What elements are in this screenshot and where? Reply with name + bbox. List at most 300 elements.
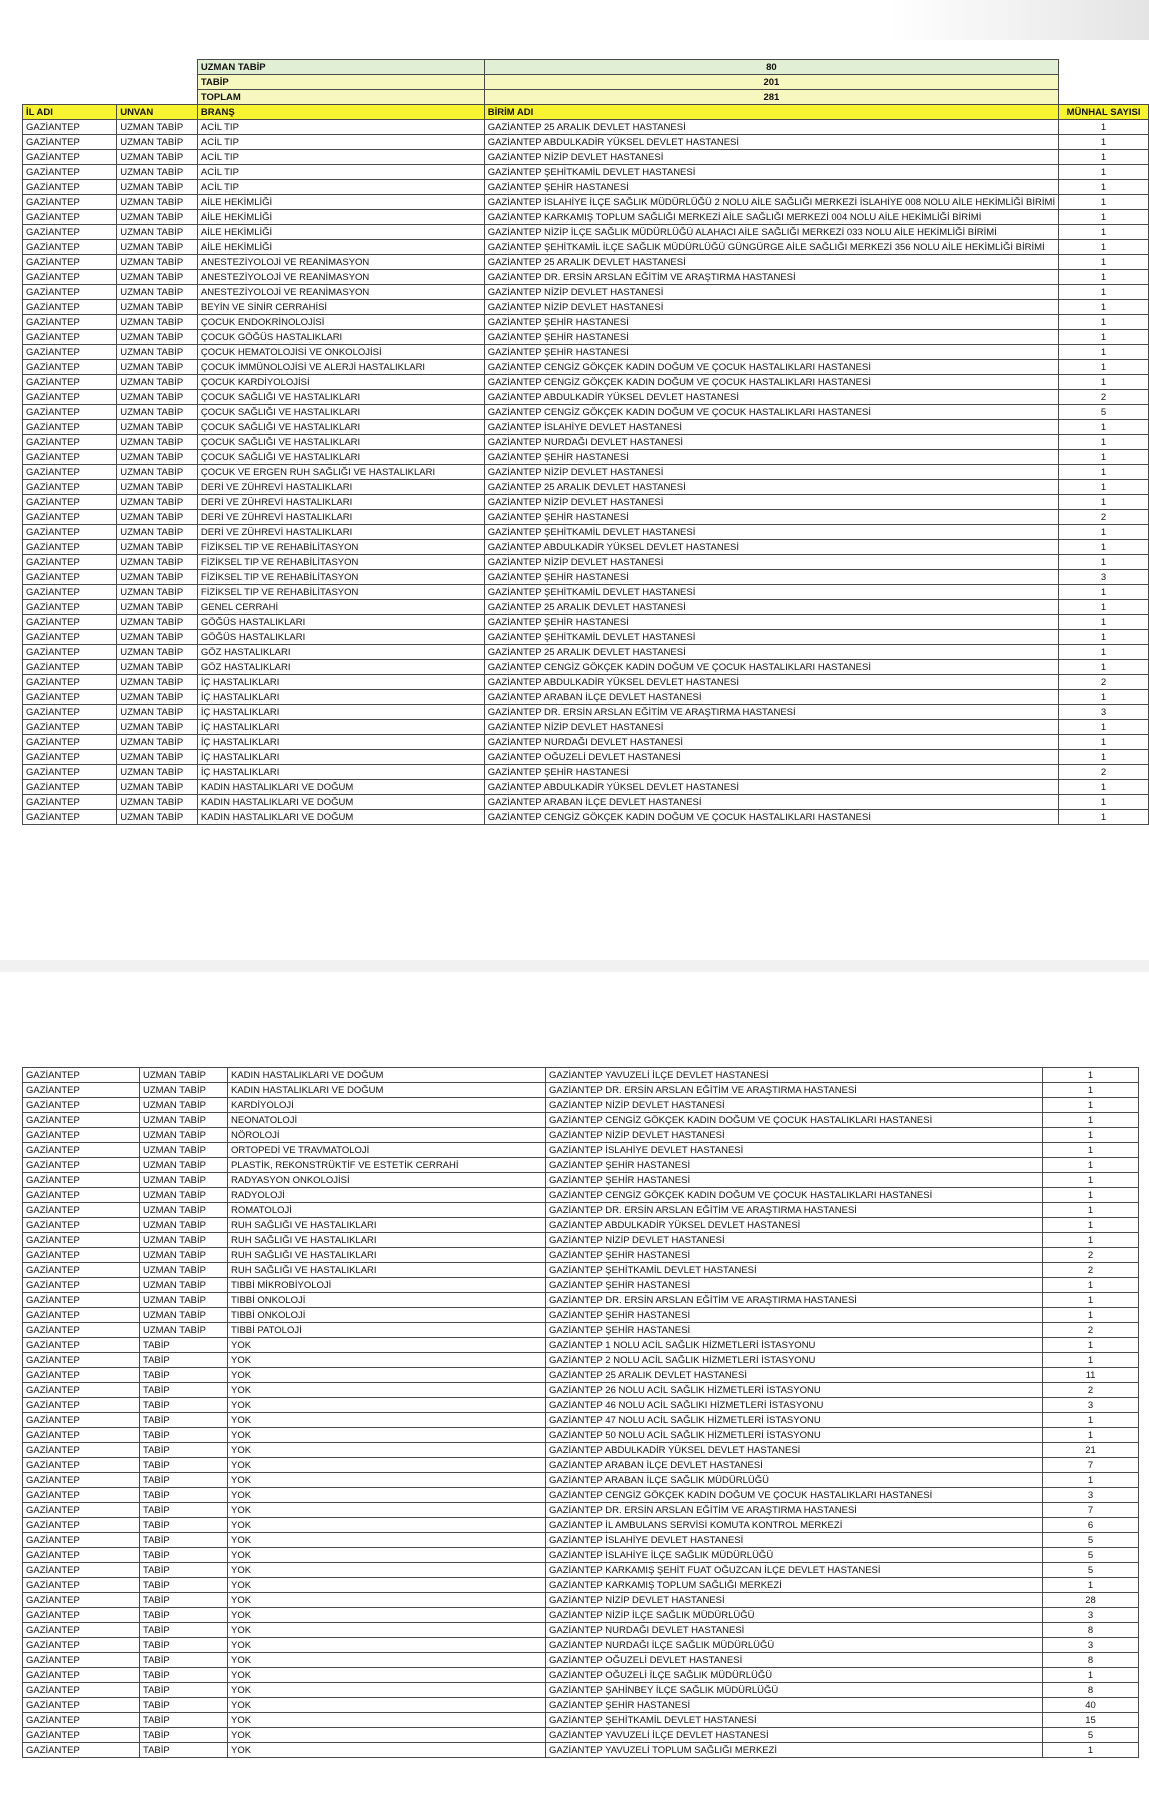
cell-brans: YOK bbox=[228, 1428, 546, 1443]
cell-unvan: UZMAN TABİP bbox=[117, 405, 198, 420]
cell-unvan: UZMAN TABİP bbox=[117, 735, 198, 750]
cell-unvan: UZMAN TABİP bbox=[140, 1068, 228, 1083]
summary-row bbox=[23, 75, 1149, 90]
cell-munhal-sayisi: 6 bbox=[1043, 1518, 1139, 1533]
cell-unvan: TABİP bbox=[140, 1548, 228, 1563]
summary-spacer bbox=[1059, 75, 1149, 90]
cell-il-adi: GAZİANTEP bbox=[23, 615, 117, 630]
cell-munhal-sayisi: 1 bbox=[1043, 1173, 1139, 1188]
cell-brans: ACİL TIP bbox=[197, 165, 484, 180]
cell-brans: RUH SAĞLIĞI VE HASTALIKLARI bbox=[228, 1233, 546, 1248]
cell-munhal-sayisi: 1 bbox=[1059, 300, 1149, 315]
cell-brans: GÖZ HASTALIKLARI bbox=[197, 660, 484, 675]
cell-unvan: UZMAN TABİP bbox=[117, 330, 198, 345]
cell-birim-adi: GAZİANTEP ABDULKADİR YÜKSEL DEVLET HASTANESİ bbox=[484, 540, 1058, 555]
summary-value: 281 bbox=[484, 90, 1058, 105]
cell-birim-adi: GAZİANTEP ARABAN İLÇE SAĞLIK MÜDÜRLÜĞÜ bbox=[546, 1473, 1043, 1488]
cell-brans: ANESTEZİYOLOJİ VE REANİMASYON bbox=[197, 270, 484, 285]
cell-birim-adi: GAZİANTEP 25 ARALIK DEVLET HASTANESİ bbox=[484, 120, 1058, 135]
cell-munhal-sayisi: 1 bbox=[1043, 1158, 1139, 1173]
cell-brans: KADIN HASTALIKLARI VE DOĞUM bbox=[197, 780, 484, 795]
cell-munhal-sayisi: 1 bbox=[1059, 660, 1149, 675]
table-header bbox=[23, 105, 1149, 120]
cell-birim-adi: GAZİANTEP ŞEHİR HASTANESİ bbox=[546, 1278, 1043, 1293]
cell-birim-adi: GAZİANTEP ARABAN İLÇE DEVLET HASTANESİ bbox=[484, 690, 1058, 705]
cell-munhal-sayisi: 1 bbox=[1059, 450, 1149, 465]
cell-munhal-sayisi: 1 bbox=[1043, 1413, 1139, 1428]
cell-munhal-sayisi: 40 bbox=[1043, 1698, 1139, 1713]
table-row bbox=[23, 690, 1149, 705]
cell-birim-adi: GAZİANTEP DR. ERSİN ARSLAN EĞİTİM VE ARAŞTIRMA HASTANESİ bbox=[546, 1203, 1043, 1218]
cell-munhal-sayisi: 1 bbox=[1059, 690, 1149, 705]
table-row bbox=[23, 1533, 1139, 1548]
cell-munhal-sayisi: 3 bbox=[1059, 705, 1149, 720]
cell-birim-adi: GAZİANTEP YAVUZELİ TOPLUM SAĞLIĞI MERKEZİ bbox=[546, 1743, 1043, 1758]
summary-spacer bbox=[23, 60, 117, 75]
table-row bbox=[23, 1428, 1139, 1443]
cell-munhal-sayisi: 1 bbox=[1043, 1098, 1139, 1113]
cell-birim-adi: GAZİANTEP DR. ERSİN ARSLAN EĞİTİM VE ARAŞTIRMA HASTANESİ bbox=[484, 270, 1058, 285]
cell-birim-adi: GAZİANTEP NİZİP İLÇE SAĞLIK MÜDÜRLÜĞÜ bbox=[546, 1608, 1043, 1623]
table-row bbox=[23, 555, 1149, 570]
cell-birim-adi: GAZİANTEP ŞEHİR HASTANESİ bbox=[546, 1248, 1043, 1263]
cell-brans: KADIN HASTALIKLARI VE DOĞUM bbox=[228, 1068, 546, 1083]
cell-birim-adi: GAZİANTEP YAVUZELİ İLÇE DEVLET HASTANESİ bbox=[546, 1728, 1043, 1743]
cell-birim-adi: GAZİANTEP İSLAHİYE DEVLET HASTANESİ bbox=[546, 1533, 1043, 1548]
cell-il-adi: GAZİANTEP bbox=[23, 1383, 140, 1398]
table-row bbox=[23, 585, 1149, 600]
table-row bbox=[23, 1068, 1139, 1083]
cell-brans: YOK bbox=[228, 1548, 546, 1563]
cell-brans: YOK bbox=[228, 1383, 546, 1398]
cell-brans: İÇ HASTALIKLARI bbox=[197, 750, 484, 765]
cell-munhal-sayisi: 1 bbox=[1043, 1578, 1139, 1593]
cell-munhal-sayisi: 1 bbox=[1059, 525, 1149, 540]
cell-il-adi: GAZİANTEP bbox=[23, 1188, 140, 1203]
cell-brans: DERİ VE ZÜHREVİ HASTALIKLARI bbox=[197, 525, 484, 540]
cell-munhal-sayisi: 1 bbox=[1059, 135, 1149, 150]
cell-brans: YOK bbox=[228, 1533, 546, 1548]
vacancy-table-page-2 bbox=[22, 1067, 1139, 1758]
cell-munhal-sayisi: 5 bbox=[1059, 405, 1149, 420]
cell-unvan: TABİP bbox=[140, 1728, 228, 1743]
cell-il-adi: GAZİANTEP bbox=[23, 1413, 140, 1428]
cell-unvan: TABİP bbox=[140, 1563, 228, 1578]
cell-birim-adi: GAZİANTEP NURDAĞI DEVLET HASTANESİ bbox=[484, 735, 1058, 750]
cell-brans: ÇOCUK SAĞLIĞI VE HASTALIKLARI bbox=[197, 450, 484, 465]
cell-munhal-sayisi: 1 bbox=[1043, 1668, 1139, 1683]
cell-unvan: UZMAN TABİP bbox=[117, 255, 198, 270]
cell-munhal-sayisi: 1 bbox=[1043, 1128, 1139, 1143]
cell-unvan: UZMAN TABİP bbox=[140, 1308, 228, 1323]
cell-brans: ÇOCUK ENDOKRİNOLOJİSİ bbox=[197, 315, 484, 330]
cell-unvan: UZMAN TABİP bbox=[117, 120, 198, 135]
cell-birim-adi: GAZİANTEP ŞEHİR HASTANESİ bbox=[484, 315, 1058, 330]
table-row bbox=[23, 165, 1149, 180]
table-row bbox=[23, 1113, 1139, 1128]
cell-brans: YOK bbox=[228, 1578, 546, 1593]
cell-brans: YOK bbox=[228, 1443, 546, 1458]
cell-birim-adi: GAZİANTEP CENGİZ GÖKÇEK KADIN DOĞUM VE ÇOCUK HASTALIKLARI HASTANESİ bbox=[484, 360, 1058, 375]
cell-munhal-sayisi: 2 bbox=[1043, 1323, 1139, 1338]
table-row bbox=[23, 1308, 1139, 1323]
cell-brans: KADIN HASTALIKLARI VE DOĞUM bbox=[197, 810, 484, 825]
cell-birim-adi: GAZİANTEP KARKAMIŞ ŞEHİT FUAT OĞUZCAN İLÇE DEVLET HASTANESİ bbox=[546, 1563, 1043, 1578]
cell-munhal-sayisi: 1 bbox=[1059, 645, 1149, 660]
cell-il-adi: GAZİANTEP bbox=[23, 135, 117, 150]
cell-unvan: UZMAN TABİP bbox=[140, 1113, 228, 1128]
cell-unvan: UZMAN TABİP bbox=[140, 1098, 228, 1113]
cell-munhal-sayisi: 8 bbox=[1043, 1623, 1139, 1638]
cell-munhal-sayisi: 1 bbox=[1059, 540, 1149, 555]
cell-unvan: UZMAN TABİP bbox=[117, 240, 198, 255]
cell-birim-adi: GAZİANTEP 25 ARALIK DEVLET HASTANESİ bbox=[484, 645, 1058, 660]
table-row bbox=[23, 300, 1149, 315]
cell-birim-adi: GAZİANTEP NİZİP DEVLET HASTANESİ bbox=[484, 150, 1058, 165]
cell-il-adi: GAZİANTEP bbox=[23, 1368, 140, 1383]
cell-brans: FİZİKSEL TIP VE REHABİLİTASYON bbox=[197, 585, 484, 600]
cell-unvan: TABİP bbox=[140, 1473, 228, 1488]
cell-il-adi: GAZİANTEP bbox=[23, 300, 117, 315]
cell-brans: ACİL TIP bbox=[197, 180, 484, 195]
cell-munhal-sayisi: 1 bbox=[1059, 240, 1149, 255]
cell-birim-adi: GAZİANTEP ARABAN İLÇE DEVLET HASTANESİ bbox=[484, 795, 1058, 810]
cell-unvan: TABİP bbox=[140, 1683, 228, 1698]
cell-birim-adi: GAZİANTEP ŞEHİR HASTANESİ bbox=[546, 1173, 1043, 1188]
table-row bbox=[23, 360, 1149, 375]
cell-unvan: UZMAN TABİP bbox=[117, 285, 198, 300]
cell-brans: DERİ VE ZÜHREVİ HASTALIKLARI bbox=[197, 480, 484, 495]
cell-il-adi: GAZİANTEP bbox=[23, 1278, 140, 1293]
cell-il-adi: GAZİANTEP bbox=[23, 1503, 140, 1518]
cell-birim-adi: GAZİANTEP ŞEHİR HASTANESİ bbox=[484, 570, 1058, 585]
cell-unvan: UZMAN TABİP bbox=[140, 1128, 228, 1143]
table-row bbox=[23, 1353, 1139, 1368]
cell-birim-adi: GAZİANTEP ŞEHİR HASTANESİ bbox=[546, 1323, 1043, 1338]
cell-il-adi: GAZİANTEP bbox=[23, 450, 117, 465]
cell-brans: İÇ HASTALIKLARI bbox=[197, 705, 484, 720]
cell-unvan: TABİP bbox=[140, 1623, 228, 1638]
cell-brans: ÇOCUK SAĞLIĞI VE HASTALIKLARI bbox=[197, 420, 484, 435]
cell-munhal-sayisi: 1 bbox=[1059, 630, 1149, 645]
table-row bbox=[23, 1173, 1139, 1188]
cell-il-adi: GAZİANTEP bbox=[23, 1668, 140, 1683]
table-row bbox=[23, 1083, 1139, 1098]
cell-munhal-sayisi: 1 bbox=[1043, 1278, 1139, 1293]
cell-il-adi: GAZİANTEP bbox=[23, 1518, 140, 1533]
cell-brans: YOK bbox=[228, 1518, 546, 1533]
cell-unvan: UZMAN TABİP bbox=[140, 1218, 228, 1233]
cell-brans: NEONATOLOJİ bbox=[228, 1113, 546, 1128]
cell-munhal-sayisi: 2 bbox=[1059, 675, 1149, 690]
cell-birim-adi: GAZİANTEP CENGİZ GÖKÇEK KADIN DOĞUM VE ÇOCUK HASTALIKLARI HASTANESİ bbox=[546, 1113, 1043, 1128]
cell-birim-adi: GAZİANTEP NURDAĞI DEVLET HASTANESİ bbox=[546, 1623, 1043, 1638]
cell-munhal-sayisi: 1 bbox=[1059, 315, 1149, 330]
cell-birim-adi: GAZİANTEP ABDULKADİR YÜKSEL DEVLET HASTANESİ bbox=[484, 135, 1058, 150]
cell-brans: ORTOPEDİ VE TRAVMATOLOJİ bbox=[228, 1143, 546, 1158]
table-row bbox=[23, 270, 1149, 285]
cell-munhal-sayisi: 1 bbox=[1059, 600, 1149, 615]
cell-il-adi: GAZİANTEP bbox=[23, 810, 117, 825]
cell-birim-adi: GAZİANTEP NURDAĞI İLÇE SAĞLIK MÜDÜRLÜĞÜ bbox=[546, 1638, 1043, 1653]
cell-unvan: UZMAN TABİP bbox=[140, 1233, 228, 1248]
summary-spacer bbox=[23, 90, 117, 105]
table-row bbox=[23, 1383, 1139, 1398]
cell-brans: ÇOCUK GÖĞÜS HASTALIKLARI bbox=[197, 330, 484, 345]
cell-unvan: UZMAN TABİP bbox=[117, 660, 198, 675]
cell-munhal-sayisi: 1 bbox=[1043, 1743, 1139, 1758]
cell-il-adi: GAZİANTEP bbox=[23, 1683, 140, 1698]
table-row bbox=[23, 1488, 1139, 1503]
cell-il-adi: GAZİANTEP bbox=[23, 360, 117, 375]
cell-unvan: UZMAN TABİP bbox=[117, 600, 198, 615]
cell-brans: AİLE HEKİMLİĞİ bbox=[197, 195, 484, 210]
table-row bbox=[23, 1413, 1139, 1428]
cell-unvan: UZMAN TABİP bbox=[117, 210, 198, 225]
cell-unvan: UZMAN TABİP bbox=[117, 720, 198, 735]
cell-unvan: TABİP bbox=[140, 1608, 228, 1623]
table-row bbox=[23, 1233, 1139, 1248]
table-row bbox=[23, 540, 1149, 555]
cell-birim-adi: GAZİANTEP İSLAHİYE İLÇE SAĞLIK MÜDÜRLÜĞÜ 2 NOLU AİLE SAĞLIĞI MERKEZİ İSLAHİYE 008 NOLU AİLE HEKİMLİĞİ BİRİMİ bbox=[484, 195, 1058, 210]
cell-il-adi: GAZİANTEP bbox=[23, 1098, 140, 1113]
cell-il-adi: GAZİANTEP bbox=[23, 1473, 140, 1488]
cell-il-adi: GAZİANTEP bbox=[23, 1653, 140, 1668]
cell-il-adi: GAZİANTEP bbox=[23, 465, 117, 480]
cell-birim-adi: GAZİANTEP 50 NOLU ACİL SAĞLIK HİZMETLERİ İSTASYONU bbox=[546, 1428, 1043, 1443]
cell-birim-adi: GAZİANTEP KARKAMIŞ TOPLUM SAĞLIĞI MERKEZİ bbox=[546, 1578, 1043, 1593]
cell-brans: YOK bbox=[228, 1488, 546, 1503]
cell-birim-adi: GAZİANTEP ŞEHİR HASTANESİ bbox=[484, 450, 1058, 465]
cell-il-adi: GAZİANTEP bbox=[23, 210, 117, 225]
cell-birim-adi: GAZİANTEP OĞUZELİ DEVLET HASTANESİ bbox=[484, 750, 1058, 765]
cell-birim-adi: GAZİANTEP ABDULKADİR YÜKSEL DEVLET HASTANESİ bbox=[484, 390, 1058, 405]
cell-birim-adi: GAZİANTEP ŞEHİTKAMİL İLÇE SAĞLIK MÜDÜRLÜĞÜ GÜNGÜRGE AİLE SAĞLIĞI MERKEZİ 356 NOLU AİLE HEKİMLİĞİ BİRİMİ bbox=[484, 240, 1058, 255]
cell-il-adi: GAZİANTEP bbox=[23, 435, 117, 450]
cell-unvan: UZMAN TABİP bbox=[117, 300, 198, 315]
cell-unvan: UZMAN TABİP bbox=[117, 420, 198, 435]
cell-il-adi: GAZİANTEP bbox=[23, 540, 117, 555]
cell-unvan: UZMAN TABİP bbox=[140, 1278, 228, 1293]
table-row bbox=[23, 1368, 1139, 1383]
cell-unvan: UZMAN TABİP bbox=[117, 780, 198, 795]
cell-birim-adi: GAZİANTEP 25 ARALIK DEVLET HASTANESİ bbox=[484, 255, 1058, 270]
cell-unvan: TABİP bbox=[140, 1743, 228, 1758]
cell-brans: YOK bbox=[228, 1563, 546, 1578]
cell-munhal-sayisi: 1 bbox=[1059, 750, 1149, 765]
cell-il-adi: GAZİANTEP bbox=[23, 1083, 140, 1098]
cell-unvan: UZMAN TABİP bbox=[117, 555, 198, 570]
table-row bbox=[23, 1638, 1139, 1653]
cell-brans: ÇOCUK SAĞLIĞI VE HASTALIKLARI bbox=[197, 435, 484, 450]
cell-unvan: UZMAN TABİP bbox=[117, 795, 198, 810]
cell-brans: ACİL TIP bbox=[197, 150, 484, 165]
cell-il-adi: GAZİANTEP bbox=[23, 1218, 140, 1233]
cell-munhal-sayisi: 5 bbox=[1043, 1728, 1139, 1743]
cell-brans: BEYİN VE SİNİR CERRAHİSİ bbox=[197, 300, 484, 315]
cell-birim-adi: GAZİANTEP CENGİZ GÖKÇEK KADIN DOĞUM VE ÇOCUK HASTALIKLARI HASTANESİ bbox=[546, 1188, 1043, 1203]
cell-brans: ÇOCUK HEMATOLOJİSİ VE ONKOLOJİSİ bbox=[197, 345, 484, 360]
cell-unvan: UZMAN TABİP bbox=[117, 615, 198, 630]
cell-unvan: UZMAN TABİP bbox=[117, 150, 198, 165]
summary-spacer bbox=[23, 75, 117, 90]
summary-spacer bbox=[117, 75, 198, 90]
table-row bbox=[23, 1458, 1139, 1473]
cell-birim-adi: GAZİANTEP 1 NOLU ACİL SAĞLIK HİZMETLERİ İSTASYONU bbox=[546, 1338, 1043, 1353]
cell-birim-adi: GAZİANTEP NİZİP İLÇE SAĞLIK MÜDÜRLÜĞÜ ALAHACI AİLE SAĞLIĞI MERKEZİ 033 NOLU AİLE HEKİMLİĞİ BİRİMİ bbox=[484, 225, 1058, 240]
cell-munhal-sayisi: 1 bbox=[1043, 1188, 1139, 1203]
cell-munhal-sayisi: 1 bbox=[1043, 1428, 1139, 1443]
cell-brans: ÇOCUK SAĞLIĞI VE HASTALIKLARI bbox=[197, 405, 484, 420]
table-row bbox=[23, 255, 1149, 270]
cell-munhal-sayisi: 5 bbox=[1043, 1563, 1139, 1578]
cell-il-adi: GAZİANTEP bbox=[23, 315, 117, 330]
table-row bbox=[23, 615, 1149, 630]
cell-munhal-sayisi: 1 bbox=[1059, 435, 1149, 450]
cell-unvan: TABİP bbox=[140, 1413, 228, 1428]
cell-birim-adi: GAZİANTEP 46 NOLU ACİL SAĞLIKI HİZMETLERİ İSTASYONU bbox=[546, 1398, 1043, 1413]
cell-birim-adi: GAZİANTEP ŞEHİTKAMİL DEVLET HASTANESİ bbox=[484, 525, 1058, 540]
table-row bbox=[23, 180, 1149, 195]
cell-munhal-sayisi: 1 bbox=[1043, 1068, 1139, 1083]
table-row bbox=[23, 1653, 1139, 1668]
cell-brans: YOK bbox=[228, 1638, 546, 1653]
cell-il-adi: GAZİANTEP bbox=[23, 1458, 140, 1473]
cell-il-adi: GAZİANTEP bbox=[23, 165, 117, 180]
cell-birim-adi: GAZİANTEP ŞEHİR HASTANESİ bbox=[546, 1308, 1043, 1323]
cell-il-adi: GAZİANTEP bbox=[23, 345, 117, 360]
cell-il-adi: GAZİANTEP bbox=[23, 150, 117, 165]
cell-unvan: UZMAN TABİP bbox=[117, 675, 198, 690]
table-row bbox=[23, 1278, 1139, 1293]
cell-il-adi: GAZİANTEP bbox=[23, 1128, 140, 1143]
cell-unvan: UZMAN TABİP bbox=[140, 1263, 228, 1278]
cell-il-adi: GAZİANTEP bbox=[23, 180, 117, 195]
cell-brans: YOK bbox=[228, 1338, 546, 1353]
cell-il-adi: GAZİANTEP bbox=[23, 1623, 140, 1638]
cell-unvan: TABİP bbox=[140, 1488, 228, 1503]
cell-munhal-sayisi: 2 bbox=[1059, 390, 1149, 405]
table-row bbox=[23, 240, 1149, 255]
cell-brans: KADIN HASTALIKLARI VE DOĞUM bbox=[197, 795, 484, 810]
cell-brans: RADYOLOJİ bbox=[228, 1188, 546, 1203]
cell-brans: ACİL TIP bbox=[197, 120, 484, 135]
cell-birim-adi: GAZİANTEP ŞEHİR HASTANESİ bbox=[546, 1698, 1043, 1713]
cell-munhal-sayisi: 1 bbox=[1043, 1353, 1139, 1368]
cell-birim-adi: GAZİANTEP 25 ARALIK DEVLET HASTANESİ bbox=[484, 480, 1058, 495]
cell-brans: TIBBİ PATOLOJİ bbox=[228, 1323, 546, 1338]
cell-munhal-sayisi: 3 bbox=[1043, 1638, 1139, 1653]
cell-unvan: UZMAN TABİP bbox=[140, 1158, 228, 1173]
cell-il-adi: GAZİANTEP bbox=[23, 1113, 140, 1128]
cell-il-adi: GAZİANTEP bbox=[23, 1068, 140, 1083]
table-row bbox=[23, 570, 1149, 585]
cell-il-adi: GAZİANTEP bbox=[23, 1173, 140, 1188]
cell-unvan: UZMAN TABİP bbox=[117, 810, 198, 825]
cell-munhal-sayisi: 1 bbox=[1059, 255, 1149, 270]
cell-brans: KARDİYOLOJİ bbox=[228, 1098, 546, 1113]
cell-unvan: UZMAN TABİP bbox=[117, 570, 198, 585]
table-row bbox=[23, 1128, 1139, 1143]
cell-birim-adi: GAZİANTEP NURDAĞI DEVLET HASTANESİ bbox=[484, 435, 1058, 450]
cell-birim-adi: GAZİANTEP NİZİP DEVLET HASTANESİ bbox=[546, 1233, 1043, 1248]
cell-il-adi: GAZİANTEP bbox=[23, 600, 117, 615]
cell-birim-adi: GAZİANTEP ŞEHİR HASTANESİ bbox=[484, 765, 1058, 780]
cell-unvan: TABİP bbox=[140, 1593, 228, 1608]
summary-label: TABİP bbox=[197, 75, 484, 90]
cell-unvan: UZMAN TABİP bbox=[117, 540, 198, 555]
header-il-adi: İL ADI bbox=[23, 105, 117, 120]
cell-brans: İÇ HASTALIKLARI bbox=[197, 675, 484, 690]
page-shadow bbox=[889, 0, 1149, 40]
cell-munhal-sayisi: 1 bbox=[1043, 1083, 1139, 1098]
cell-birim-adi: GAZİANTEP ŞEHİTKAMİL DEVLET HASTANESİ bbox=[484, 630, 1058, 645]
cell-brans: RUH SAĞLIĞI VE HASTALIKLARI bbox=[228, 1248, 546, 1263]
cell-brans: YOK bbox=[228, 1728, 546, 1743]
cell-brans: YOK bbox=[228, 1653, 546, 1668]
cell-birim-adi: GAZİANTEP DR. ERSİN ARSLAN EĞİTİM VE ARAŞTIRMA HASTANESİ bbox=[546, 1503, 1043, 1518]
cell-brans: YOK bbox=[228, 1458, 546, 1473]
cell-il-adi: GAZİANTEP bbox=[23, 1563, 140, 1578]
cell-brans: KADIN HASTALIKLARI VE DOĞUM bbox=[228, 1083, 546, 1098]
summary-label: TOPLAM bbox=[197, 90, 484, 105]
cell-il-adi: GAZİANTEP bbox=[23, 270, 117, 285]
table-row bbox=[23, 1293, 1139, 1308]
cell-birim-adi: GAZİANTEP ABDULKADİR YÜKSEL DEVLET HASTANESİ bbox=[484, 780, 1058, 795]
cell-munhal-sayisi: 8 bbox=[1043, 1653, 1139, 1668]
table-row bbox=[23, 1188, 1139, 1203]
cell-brans: İÇ HASTALIKLARI bbox=[197, 690, 484, 705]
table-row bbox=[23, 765, 1149, 780]
table-row bbox=[23, 330, 1149, 345]
summary-value: 201 bbox=[484, 75, 1058, 90]
cell-munhal-sayisi: 1 bbox=[1059, 795, 1149, 810]
cell-munhal-sayisi: 1 bbox=[1059, 555, 1149, 570]
cell-munhal-sayisi: 8 bbox=[1043, 1683, 1139, 1698]
table-row bbox=[23, 600, 1149, 615]
cell-birim-adi: GAZİANTEP ABDULKADİR YÜKSEL DEVLET HASTANESİ bbox=[546, 1218, 1043, 1233]
cell-birim-adi: GAZİANTEP DR. ERSİN ARSLAN EĞİTİM VE ARAŞTIRMA HASTANESİ bbox=[484, 705, 1058, 720]
cell-unvan: TABİP bbox=[140, 1383, 228, 1398]
cell-unvan: UZMAN TABİP bbox=[117, 510, 198, 525]
cell-brans: GÖĞÜS HASTALIKLARI bbox=[197, 615, 484, 630]
cell-unvan: UZMAN TABİP bbox=[117, 270, 198, 285]
cell-birim-adi: GAZİANTEP İL AMBULANS SERVİSİ KOMUTA KONTROL MERKEZİ bbox=[546, 1518, 1043, 1533]
table-row bbox=[23, 645, 1149, 660]
cell-brans: İÇ HASTALIKLARI bbox=[197, 720, 484, 735]
summary-label: UZMAN TABİP bbox=[197, 60, 484, 75]
cell-munhal-sayisi: 1 bbox=[1059, 165, 1149, 180]
cell-il-adi: GAZİANTEP bbox=[23, 570, 117, 585]
table-row bbox=[23, 390, 1149, 405]
cell-unvan: UZMAN TABİP bbox=[117, 765, 198, 780]
cell-brans: YOK bbox=[228, 1503, 546, 1518]
table-row bbox=[23, 630, 1149, 645]
cell-unvan: UZMAN TABİP bbox=[140, 1083, 228, 1098]
table-row bbox=[23, 510, 1149, 525]
cell-il-adi: GAZİANTEP bbox=[23, 1428, 140, 1443]
cell-il-adi: GAZİANTEP bbox=[23, 1233, 140, 1248]
cell-brans: YOK bbox=[228, 1623, 546, 1638]
table-row bbox=[23, 1713, 1139, 1728]
cell-il-adi: GAZİANTEP bbox=[23, 1158, 140, 1173]
cell-unvan: UZMAN TABİP bbox=[117, 195, 198, 210]
cell-unvan: UZMAN TABİP bbox=[140, 1173, 228, 1188]
table-row bbox=[23, 1518, 1139, 1533]
table-row bbox=[23, 120, 1149, 135]
cell-birim-adi: GAZİANTEP ŞEHİR HASTANESİ bbox=[484, 330, 1058, 345]
cell-brans: AİLE HEKİMLİĞİ bbox=[197, 210, 484, 225]
